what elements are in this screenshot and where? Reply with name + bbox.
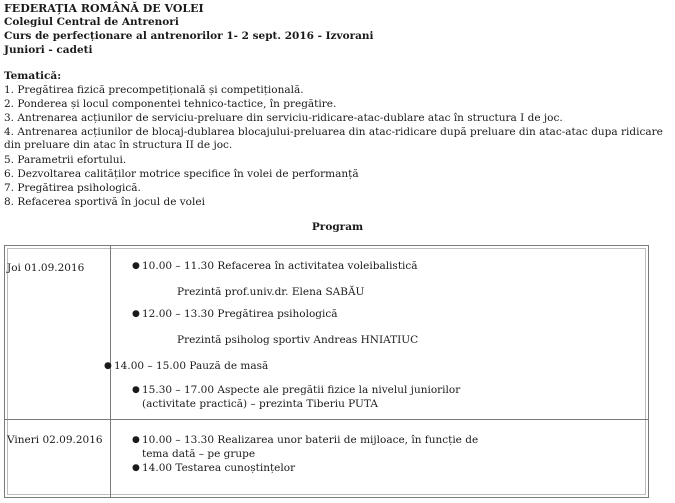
college-name: Colegiul Central de Antrenori bbox=[4, 16, 179, 28]
schedule-item: 12.00 – 13.30 Pregătirea psihologică bbox=[142, 308, 338, 320]
day-label-1: Joi 01.09.2016 bbox=[7, 262, 85, 274]
schedule-item: 10.00 – 13.30 Realizarea unor baterii de mijloace, în funcție de bbox=[142, 434, 479, 446]
federation-title: FEDERAȚIA ROMÂNĂ DE VOLEI bbox=[4, 2, 204, 15]
topic-item: 8. Refacerea sportivă în jocul de volei bbox=[4, 196, 205, 208]
table-row-divider bbox=[5, 419, 648, 420]
topic-item: 3. Antrenarea acțiunilor de serviciu-preluare din serviciu-ridicare-atac-dublare atac în structura I de joc. bbox=[4, 112, 563, 124]
day-label-2: Vineri 02.09.2016 bbox=[7, 434, 103, 446]
bullet-icon: ● bbox=[132, 261, 140, 271]
topic-item: 7. Pregătirea psihologică. bbox=[4, 182, 141, 194]
bullet-icon: ● bbox=[132, 309, 140, 319]
category-label: Juniori - cadeti bbox=[4, 44, 93, 56]
bullet-icon: ● bbox=[104, 361, 112, 371]
schedule-item-continuation: (activitate practică) – prezinta Tiberiu PUTA bbox=[142, 398, 378, 410]
schedule-item-continuation: tema dată – pe grupe bbox=[142, 448, 256, 460]
topic-item: 6. Dezvoltarea calităților motrice specifice în volei de performanță bbox=[4, 168, 359, 180]
program-table bbox=[4, 245, 649, 498]
presenter-line: Prezintă psiholog sportiv Andreas HNIATIUC bbox=[177, 334, 419, 346]
presenter-line: Prezintă prof.univ.dr. Elena SABĂU bbox=[177, 286, 365, 298]
schedule-item: 14.00 Testarea cunoștințelor bbox=[142, 462, 296, 474]
course-title: Curs de perfecționare al antrenorilor 1- 2 sept. 2016 - Izvorani bbox=[4, 30, 374, 42]
bullet-icon: ● bbox=[132, 435, 140, 445]
schedule-item: 15.30 – 17.00 Aspecte ale pregătii fizice la nivelul juniorilor bbox=[142, 384, 461, 396]
schedule-item: 14.00 – 15.00 Pauză de masă bbox=[114, 360, 269, 372]
topics-heading: Tematică: bbox=[4, 70, 62, 82]
schedule-item: 10.00 – 11.30 Refacerea în activitatea voleibalistică bbox=[142, 260, 418, 272]
bullet-icon: ● bbox=[132, 385, 140, 395]
topic-item: 2. Ponderea și locul componentei tehnico-tactice, în pregătire. bbox=[4, 98, 337, 110]
topic-item: 4. Antrenarea acțiunilor de blocaj-dublarea blocajului-preluarea din atac-ridicare după preluare din atac-atac dupa ridicare din preluare din atac în structura II de joc. bbox=[4, 126, 663, 151]
topic-item: 1. Pregătirea fizică precompetițională și competițională. bbox=[4, 84, 304, 96]
bullet-icon: ● bbox=[132, 463, 140, 473]
topic-item: 5. Parametrii efortului. bbox=[4, 154, 127, 166]
program-heading: Program bbox=[311, 221, 364, 233]
